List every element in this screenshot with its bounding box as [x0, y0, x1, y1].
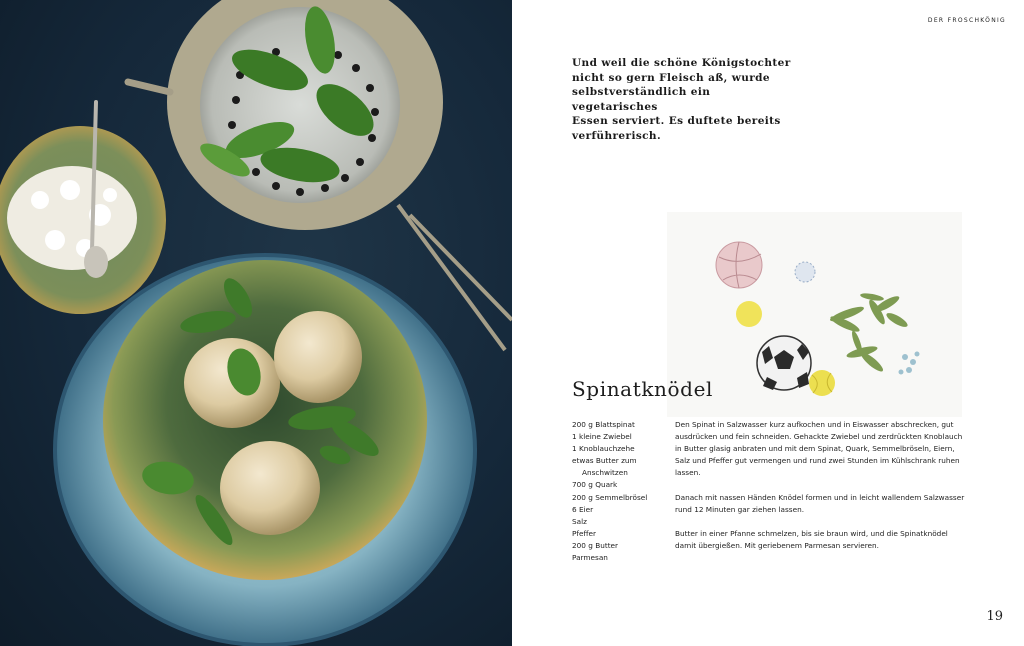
method-line: Salz und Pfeffer gut vermengen und rund zwei Stunden im Kühlschrank ruhen [675, 456, 960, 466]
ingredient-item: 700 g Quark [572, 480, 618, 490]
ingredient-list [572, 419, 672, 564]
ingredient-item: 6 Eier [572, 504, 594, 514]
method-line: Butter in einer Pfanne schmelzen, bis sie braun wird, und die Spinatknödel [675, 528, 948, 538]
intro-line: selbstverständlich ein vegetarisches [572, 86, 711, 113]
ingredient-item: Parmesan [572, 553, 608, 563]
intro-line: nicht so gern Fleisch aß, wurde [572, 71, 770, 84]
method-paragraph [675, 419, 975, 479]
plant-sprigs-icon [829, 292, 910, 374]
ingredient-item: 200 g Butter [572, 540, 619, 550]
ingredient-item: 200 g Blattspinat [572, 420, 635, 429]
ingredient-item: 200 g Semmelbrösel [572, 492, 648, 502]
volleyball-icon [716, 242, 762, 288]
colander-handle-left [128, 82, 170, 92]
page-number: 19 [986, 609, 1003, 624]
method-text [675, 419, 975, 564]
running-head: DER FROSCHKÖNIG [927, 17, 1006, 24]
blue-flowers-icon [899, 352, 920, 375]
method-paragraph [675, 528, 975, 552]
ingredient-item: Salz [572, 516, 587, 526]
method-line: ausdrücken und fein schneiden. Gehackte Zwiebel und zerdrückten Knoblauch [675, 432, 963, 442]
intro-line: Und weil die schöne Königstochter [572, 57, 791, 69]
recipe-page [512, 0, 1024, 646]
method-line: Den Spinat in Salzwasser kurz aufkochen und in Eiswasser abschrecken, gut [675, 420, 954, 429]
method-line: damit übergießen. Mit geriebenem Parmesan servieren. [675, 540, 879, 550]
method-line: lassen. [675, 468, 701, 478]
tennis-ball-icon [809, 370, 835, 396]
yellow-ball-icon [736, 301, 762, 327]
method-line: in Butter glasig anbraten und mit dem Spinat, Quark, Semmelbröseln, Eiern, [675, 444, 955, 454]
ingredient-item: 1 kleine Zwiebel [572, 432, 632, 442]
intro-line: verführerisch. [572, 129, 662, 142]
dumpling [274, 311, 362, 403]
small-ball-icon [795, 262, 815, 282]
method-paragraph [675, 492, 975, 516]
intro-line: Essen serviert. Es duftete bereits [572, 115, 781, 127]
intro-text [572, 56, 792, 143]
spoon-bowl [84, 246, 108, 278]
ingredient-item: etwas Butter zum [572, 456, 637, 466]
ingredient-item: Anschwitzen [582, 468, 628, 478]
recipe-title: Spinatknödel [572, 377, 714, 401]
dumpling [220, 441, 320, 535]
method-line: Danach mit nassen Händen Knödel formen und in leicht wallendem Salzwasser [675, 492, 965, 502]
method-line: rund 12 Minuten gar ziehen lassen. [675, 504, 805, 514]
ingredient-item: 1 Knoblauchzehe [572, 444, 635, 454]
ingredient-item: Pfeffer [572, 528, 596, 538]
